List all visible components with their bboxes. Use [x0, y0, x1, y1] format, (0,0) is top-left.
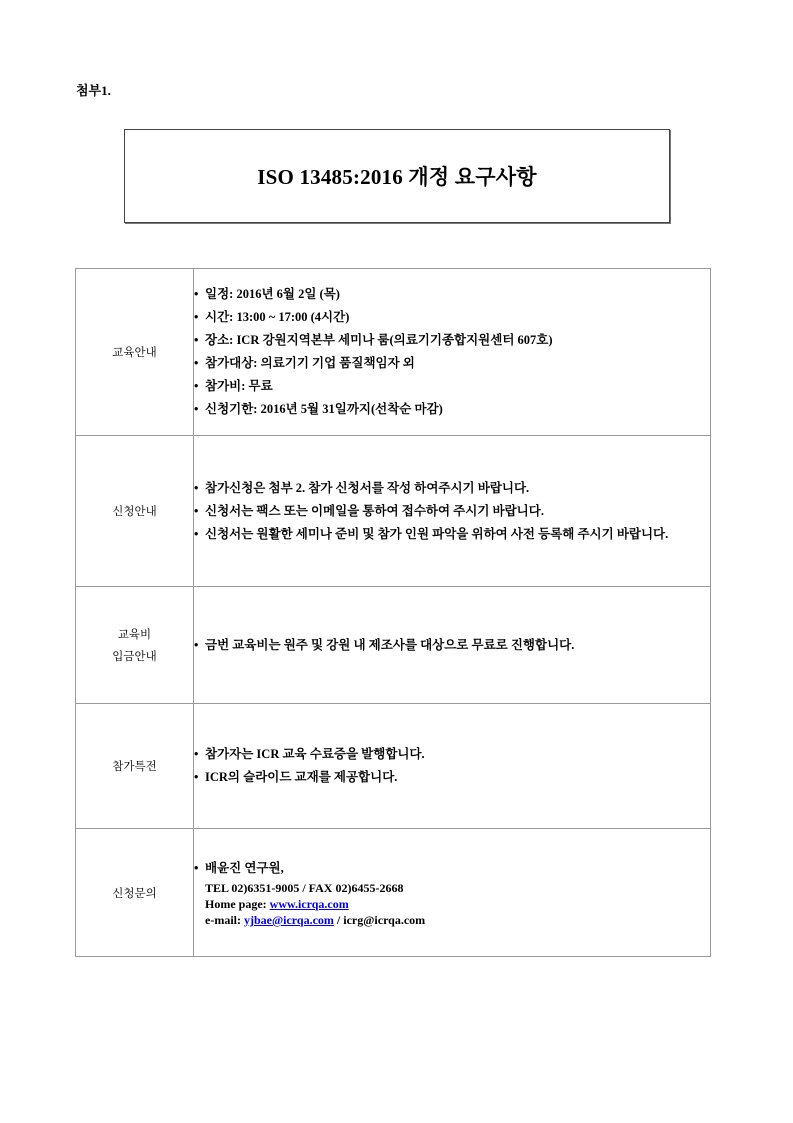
row-content-inquiry: [194, 829, 711, 957]
row-label-benefits: 참가특전: [76, 704, 194, 829]
document-title: ISO 13485:2016 개정 요구사항: [257, 165, 537, 189]
homepage-label: Home page:: [205, 897, 267, 911]
bullet: •: [194, 310, 199, 324]
list-item: [194, 283, 710, 306]
row-label-course: 교육안내: [76, 269, 194, 436]
list-item: [194, 766, 710, 789]
contact-email: [194, 912, 710, 928]
row-label-application: 신청안내: [76, 436, 194, 587]
row-label-inquiry: 신청문의: [76, 829, 194, 957]
list-item: [194, 634, 710, 657]
email-link-primary[interactable]: yjbae@icrqa.com: [243, 913, 334, 927]
bullet: •: [194, 480, 199, 495]
bullet: •: [194, 356, 199, 370]
application-step-register: 신청서는 원활한 세미나 준비 및 참가 인원 파악을 위하여 사전 등록해 주시기 바랍니다.: [205, 526, 669, 541]
list-item: [194, 500, 710, 523]
bullet: •: [194, 379, 199, 393]
title-box: [124, 129, 670, 223]
list-item: [194, 329, 710, 352]
row-content-course: [194, 269, 711, 436]
list-item: [194, 477, 710, 500]
row-course: [76, 269, 711, 436]
info-table: [75, 268, 711, 957]
bullet: •: [194, 637, 199, 652]
list-item: [194, 352, 710, 375]
course-deadline: 신청기한: 2016년 5월 31일까지(선착순 마감): [205, 402, 443, 416]
bullet: •: [194, 503, 199, 518]
benefit-certificate: 참가자는 ICR 교육 수료증을 발행합니다.: [205, 747, 425, 761]
row-content-fee: [194, 587, 711, 704]
list-item: [194, 857, 710, 880]
contact-name: 배윤진 연구원,: [205, 861, 284, 875]
application-step-submit: 신청서는 팩스 또는 이메일을 통하여 접수하여 주시기 바랍니다.: [205, 503, 544, 518]
fee-note: 금번 교육비는 원주 및 강원 내 제조사를 대상으로 무료로 진행합니다.: [205, 637, 575, 652]
bullet: •: [194, 770, 199, 784]
list-item: [194, 523, 710, 546]
row-fee: [76, 587, 711, 704]
attachment-label: 첨부1.: [76, 83, 111, 98]
list-item: [194, 306, 710, 329]
bullet: •: [194, 402, 199, 416]
course-time: 시간: 13:00 ~ 17:00 (4시간): [205, 310, 350, 324]
email-secondary: icrg@icrqa.com: [343, 913, 426, 927]
fee-label-line1: 교육비: [117, 627, 152, 641]
bullet: •: [194, 287, 199, 301]
list-item: [194, 398, 710, 421]
email-separator: /: [336, 913, 341, 927]
bullet: •: [194, 333, 199, 347]
row-inquiry: [76, 829, 711, 957]
row-content-benefits: [194, 704, 711, 829]
bullet: •: [194, 861, 199, 875]
bullet: •: [194, 526, 199, 541]
row-label-fee: [76, 587, 194, 704]
row-benefits: [76, 704, 711, 829]
course-schedule: 일정: 2016년 6월 2일 (목): [205, 287, 340, 301]
contact-homepage: [194, 896, 710, 912]
benefit-materials: ICR의 슬라이드 교재를 제공합니다.: [205, 770, 398, 784]
application-step-form: 참가신청은 첨부 2. 참가 신청서를 작성 하여주시기 바랍니다.: [205, 480, 530, 495]
email-label: e-mail:: [205, 913, 241, 927]
course-audience: 참가대상: 의료기기 기업 품질책임자 외: [205, 356, 415, 370]
bullet: •: [194, 747, 199, 761]
row-content-application: [194, 436, 711, 587]
contact-phone-fax: TEL 02)6351-9005 / FAX 02)6455-2668: [205, 881, 404, 895]
list-item: [194, 375, 710, 398]
row-application: [76, 436, 711, 587]
course-fee: 참가비: 무료: [205, 379, 273, 393]
course-location: 장소: ICR 강원지역본부 세미나 룸(의료기기종합지원센터 607호): [205, 333, 553, 347]
fee-label-line2: 입금안내: [112, 649, 157, 663]
list-item: [194, 743, 710, 766]
homepage-link[interactable]: www.icrqa.com: [269, 897, 349, 911]
